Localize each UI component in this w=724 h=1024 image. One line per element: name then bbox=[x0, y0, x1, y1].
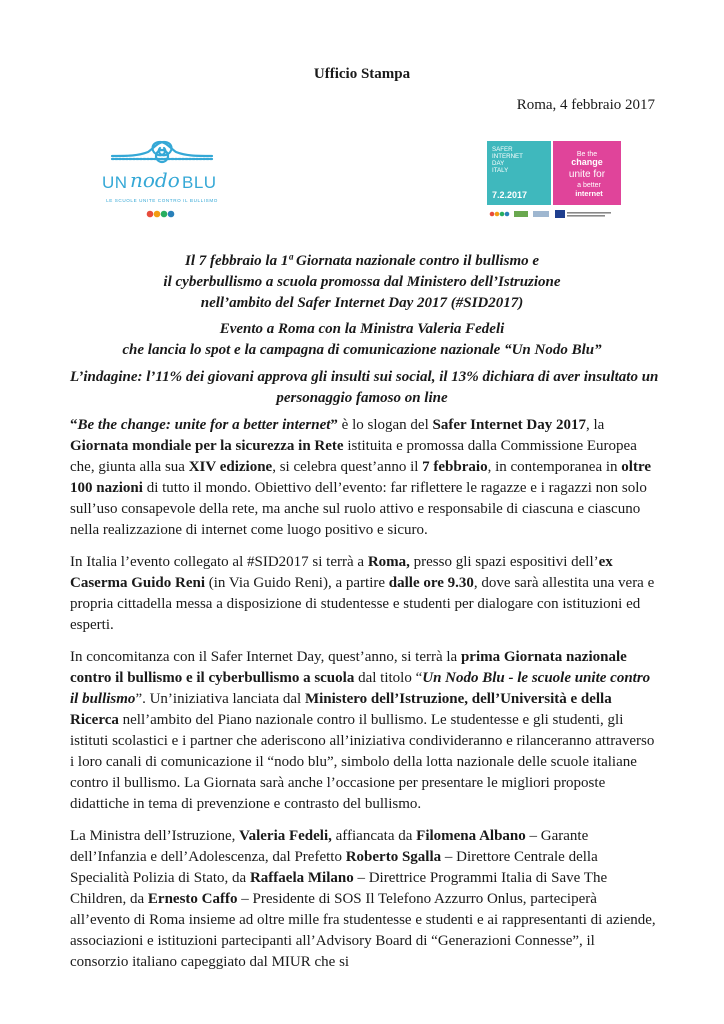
un-nodo-blu-logo bbox=[98, 136, 226, 222]
text-run: , la bbox=[585, 417, 605, 433]
logo-text-blu: BLU bbox=[182, 173, 217, 192]
text-run: dalle ore 9.30 bbox=[388, 575, 474, 591]
text-run: In concomitanza con il Safer Internet Day, quest’anno, si terrà la bbox=[70, 649, 461, 665]
paragraph-rome-event bbox=[70, 552, 656, 636]
text-run: nell’ambito del Piano nazionale contro il bullismo. Le studentesse e gli studenti, gli istituti scolastici e i partner che aderiscono all’iniziativa condivideranno e rilanceranno attraverso i loro canali di comunicazione il “nodo blu”, simbolo della lotta nazionale delle scuole italiane contro il bullismo. La Giornata sarà anche l’occasione per presentare le migliori proposte didattiche in tema di prevenzione e contrasto del bullismo. bbox=[70, 712, 655, 812]
logo-text-un: UN bbox=[102, 173, 128, 192]
safer-internet-day-logo bbox=[487, 141, 622, 221]
text-run: “ bbox=[70, 417, 78, 433]
paragraph-participants bbox=[70, 826, 656, 973]
text-run: istituita e promossa dalla Commissione Europea che, giunta alla sua bbox=[70, 438, 637, 475]
logo-text-nodo: nodo bbox=[130, 168, 180, 192]
miur-badge-icon bbox=[147, 211, 175, 218]
text-run: – Presidente di SOS Il Telefono Azzurro Onlus, parteciperà all’evento di Roma insieme ad oltre mille fra studentesse e studenti e ai rappresentanti di aziende, associazioni e istituzioni partecipanti all’Advisory Board di “Generazioni Connesse”, il consorzio italiano capeggiato dal MIUR che si bbox=[70, 891, 656, 970]
heading-main-line: nell’ambito del Safer Internet Day 2017 (#SID2017) bbox=[200, 295, 524, 311]
text-run: oltre 100 nazioni bbox=[70, 459, 652, 496]
partner-logos-icon bbox=[490, 210, 611, 218]
heading-event-line: che lancia lo spot e la campagna di comunicazione nazionale “Un Nodo Blu” bbox=[122, 342, 602, 358]
slogan-line-5: internet bbox=[575, 189, 603, 198]
text-run: dal titolo “ bbox=[354, 670, 423, 686]
slogan-line-4: a better bbox=[577, 182, 601, 189]
heading-main-line: il cyberbullismo a scuola promossa dal Ministero dell’Istruzione bbox=[163, 274, 561, 290]
heading-event bbox=[70, 319, 654, 361]
sid-line-2: INTERNET bbox=[492, 153, 523, 160]
text-run: Raffaela Milano bbox=[249, 870, 354, 886]
text-run: ”. Un’iniziativa lanciata dal bbox=[135, 691, 305, 707]
text-run: – Garante dell’Infanzia e dell’Adolescenza, dal Prefetto bbox=[70, 828, 589, 865]
text-run: di tutto il mondo. Obiettivo dell’evento: far riflettere le ragazze e i ragazzi non solo sull’uso consapevole della rete, ma anche sul ruolo attivo e responsabile di ciascuna e ciascuno nella realizzazione di internet come luogo positivo e sicuro. bbox=[70, 480, 647, 538]
text-run: , si celebra quest’anno il bbox=[272, 459, 423, 475]
text-run: In Italia l’evento collegato al #SID2017 si terrà a bbox=[70, 554, 368, 570]
heading-survey-line: personaggio famoso on line bbox=[276, 390, 448, 406]
logo-tagline: LE SCUOLE UNITE CONTRO IL BULLISMO bbox=[106, 198, 218, 203]
text-run: presso gli spazi espositivi dell’ bbox=[409, 554, 599, 570]
text-run: Be the change: unite for a better internet bbox=[77, 417, 331, 433]
office-label: Ufficio Stampa bbox=[313, 66, 411, 82]
text-run: XIV edizione bbox=[188, 459, 273, 475]
slogan-line-1: Be the bbox=[576, 151, 598, 158]
heading-main bbox=[70, 251, 654, 314]
paragraph-national-day bbox=[70, 647, 656, 815]
rope-knot-icon bbox=[112, 142, 212, 162]
text-run: Ernesto Caffo bbox=[147, 891, 238, 907]
eu-flag-icon bbox=[555, 210, 565, 218]
text-run: – Direttrice Programmi Italia di Save The Children, da bbox=[70, 870, 608, 907]
text-run: Safer Internet Day 2017 bbox=[432, 417, 586, 433]
text-run: è lo slogan del bbox=[341, 417, 433, 433]
heading-main-line: Il 7 febbraio la 1ª Giornata nazionale contro il bullismo e bbox=[184, 253, 540, 269]
heading-survey-line: L’indagine: l’11% dei giovani approva gli insulti sui social, il 13% dichiara di aver insultato un bbox=[70, 369, 659, 385]
slogan-line-2: change bbox=[571, 157, 603, 167]
text-run: La Ministra dell’Istruzione, bbox=[70, 828, 240, 844]
paragraph-slogan bbox=[70, 415, 656, 541]
sid-line-4: ITALY bbox=[492, 167, 509, 174]
text-run: Un Nodo Blu - le scuole unite contro il bullismo bbox=[70, 670, 651, 707]
article-body bbox=[70, 415, 656, 984]
text-run: , in contemporanea in bbox=[487, 459, 622, 475]
heading-event-line: Evento a Roma con la Ministra Valeria Fedeli bbox=[219, 321, 505, 337]
text-run: ex Caserma Guido Reni bbox=[70, 554, 613, 591]
slogan-line-3: unite for bbox=[568, 169, 606, 180]
text-run: Roma, bbox=[367, 554, 410, 570]
text-run: – Direttore Centrale della Specialità Polizia di Stato, da bbox=[70, 849, 598, 886]
text-run: affiancata da bbox=[331, 828, 417, 844]
sid-line-3: DAY bbox=[492, 160, 505, 167]
document-date: Roma, 4 febbraio 2017 bbox=[516, 97, 655, 113]
text-run: Roberto Sgalla bbox=[345, 849, 442, 865]
text-run: Filomena Albano bbox=[416, 828, 526, 844]
text-run: (in Via Guido Reni), a partire bbox=[205, 575, 389, 591]
text-run: prima Giornata nazionale contro il bullismo e il cyberbullismo a scuola bbox=[70, 649, 627, 686]
sid-date: 7.2.2017 bbox=[492, 190, 528, 200]
text-run: Giornata mondiale per la sicurezza in Rete bbox=[70, 438, 344, 454]
heading-survey bbox=[70, 367, 659, 409]
text-run: 7 febbraio bbox=[422, 459, 488, 475]
text-run: Valeria Fedeli, bbox=[239, 828, 332, 844]
text-run: Ministero dell’Istruzione, dell’Università e della Ricerca bbox=[70, 691, 612, 728]
sid-line-1: SAFER bbox=[492, 146, 513, 153]
text-run: ” bbox=[330, 417, 342, 433]
text-run: , dove sarà allestita una vera e propria cittadella messa a disposizione di studentesse e studenti per dialogare con istituzioni ed esperti. bbox=[70, 575, 655, 633]
